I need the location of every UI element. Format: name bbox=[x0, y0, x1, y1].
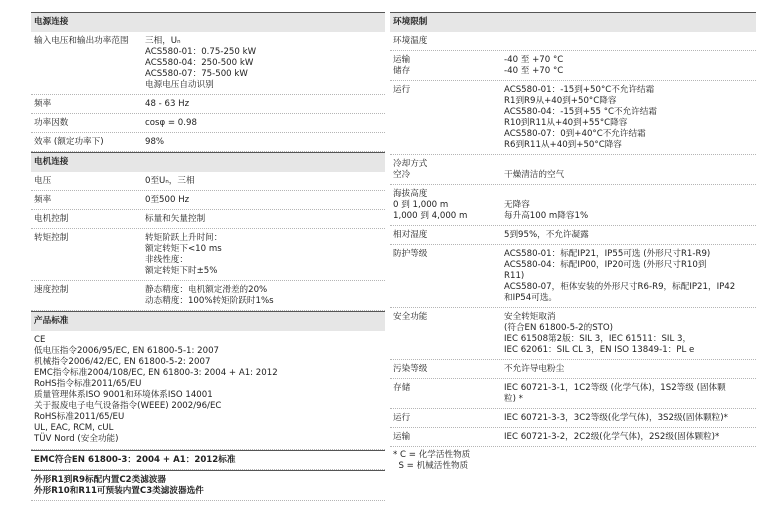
spec-key bbox=[393, 249, 504, 304]
spec-key-text: 存储 bbox=[393, 383, 411, 393]
spec-key bbox=[393, 383, 504, 405]
spec-value-text: -40 至 +70 °C bbox=[504, 55, 564, 65]
spec-value bbox=[145, 285, 382, 307]
spec-value-text: 粒) * bbox=[504, 394, 523, 404]
environment-rows bbox=[390, 51, 756, 447]
spec-key-text: 速度控制 bbox=[34, 285, 69, 295]
spec-value bbox=[504, 432, 753, 443]
spec-value-text: IEC 61508第2版：SIL 3，IEC 61511：SIL 3， bbox=[504, 334, 692, 344]
spec-key bbox=[393, 312, 504, 356]
spec-key-text: 转矩控制 bbox=[34, 233, 69, 243]
filter-line: 外形R1到R9标配内置C2类滤波器 bbox=[34, 475, 167, 485]
power-section-header: 电源连接 bbox=[31, 12, 385, 32]
spec-value-text: ACS580-01：0.75-250 kW bbox=[145, 47, 257, 57]
spec-key bbox=[393, 189, 504, 222]
spec-row bbox=[31, 172, 385, 191]
spec-key-text: 运行 bbox=[393, 413, 411, 423]
spec-key bbox=[34, 214, 145, 225]
spec-value bbox=[504, 85, 753, 151]
spec-key-text: 频率 bbox=[34, 195, 52, 205]
standard-item: UL, EAC, RCM, cUL bbox=[34, 423, 114, 433]
spec-value-text: ACS580-07：75-500 kW bbox=[145, 69, 248, 79]
spec-value-text: 干燥清洁的空气 bbox=[504, 170, 565, 180]
spec-key-text: 电压 bbox=[34, 176, 52, 186]
spec-value-text bbox=[504, 159, 753, 170]
spec-key-text: 冷却方式 bbox=[393, 159, 428, 169]
spec-key-text: 海拔高度 bbox=[393, 189, 428, 199]
spec-row bbox=[390, 428, 756, 447]
footnote-line: S = 机械活性物质 bbox=[393, 461, 469, 471]
spec-value bbox=[504, 159, 753, 181]
spec-value bbox=[504, 55, 753, 77]
filter-statement bbox=[31, 470, 385, 501]
spec-value-text: 额定转矩下<10 ms bbox=[145, 244, 222, 254]
spec-value-text: cosφ = 0.98 bbox=[145, 118, 197, 128]
spec-row bbox=[31, 210, 385, 229]
spec-value bbox=[145, 99, 382, 110]
spec-value bbox=[504, 189, 753, 222]
spec-key bbox=[34, 233, 145, 277]
spec-value-text: IEC 62061：SIL CL 3，EN ISO 13849-1：PL e bbox=[504, 345, 695, 355]
spec-value-text: 不允许导电粉尘 bbox=[504, 364, 565, 374]
spec-value bbox=[145, 118, 382, 129]
spec-key-text: 储存 bbox=[393, 66, 411, 76]
spec-value bbox=[504, 383, 753, 405]
spec-value-text: 每升高100 m降容1% bbox=[504, 211, 589, 221]
standards-section-header: 产品标准 bbox=[31, 311, 385, 331]
environment-section-header: 环境限制 bbox=[390, 12, 756, 32]
spec-row bbox=[31, 229, 385, 281]
spec-value-text: ACS580-04：-15到+55 °C不允许结霜 bbox=[504, 107, 657, 117]
spec-value-text: ACS580-07，柜体安装的外形尺寸R6-R9，标配IP21，IP42 bbox=[504, 282, 736, 292]
footnotes bbox=[390, 447, 756, 475]
spec-value bbox=[504, 413, 753, 424]
spec-value-text bbox=[504, 189, 753, 200]
spec-row bbox=[390, 308, 756, 360]
spec-key-text: 效率 (额定功率下) bbox=[34, 137, 104, 147]
spec-value-text: 98% bbox=[145, 137, 165, 147]
ambient-temperature-label: 环境温度 bbox=[393, 36, 428, 46]
spec-key bbox=[393, 364, 504, 375]
spec-key-text: 空冷 bbox=[393, 170, 411, 180]
spec-value-text: R6到R11从+40到+50°C降容 bbox=[504, 140, 622, 150]
spec-row bbox=[31, 281, 385, 311]
spec-row bbox=[390, 51, 756, 81]
spec-key-text: 输入电压和输出功率范围 bbox=[34, 36, 129, 46]
spec-key-text: 电机控制 bbox=[34, 214, 69, 224]
spec-key-text: 0 到 1,000 m bbox=[393, 200, 449, 210]
spec-value-text: 非线性度： bbox=[145, 255, 188, 265]
spec-key bbox=[393, 230, 504, 241]
spec-row bbox=[31, 95, 385, 114]
spec-row bbox=[390, 409, 756, 428]
spec-key-text: 频率 bbox=[34, 99, 52, 109]
spec-value-text: 0至500 Hz bbox=[145, 195, 190, 205]
spec-value-text: 安全转矩取消 bbox=[504, 312, 556, 322]
spec-value-text: 无降容 bbox=[504, 200, 530, 210]
spec-value bbox=[145, 233, 382, 277]
motor-section-header: 电机连接 bbox=[31, 152, 385, 172]
spec-value-text: 静态精度：电机额定滑差的20% bbox=[145, 285, 268, 295]
spec-row bbox=[390, 360, 756, 379]
spec-row bbox=[390, 245, 756, 308]
spec-value bbox=[145, 137, 382, 148]
standard-item: 质量管理体系ISO 9001和环境体系ISO 14001 bbox=[34, 390, 213, 400]
spec-row bbox=[390, 185, 756, 226]
spec-key bbox=[34, 285, 145, 307]
spec-value-text: 转矩阶跃上升时间： bbox=[145, 233, 223, 243]
spec-key-text: 功率因数 bbox=[34, 118, 69, 128]
standard-item: RoHS指令标准2011/65/EU bbox=[34, 379, 142, 389]
spec-value-text: ACS580-04：标配IP00，IP20可选 (外形尺寸R10到 bbox=[504, 260, 707, 270]
spec-key bbox=[393, 55, 504, 77]
spec-key bbox=[34, 99, 145, 110]
spec-key bbox=[393, 413, 504, 424]
spec-key bbox=[393, 85, 504, 151]
spec-row bbox=[390, 81, 756, 155]
filter-line: 外形R10和R11可预装内置C3类滤波器选件 bbox=[34, 486, 204, 496]
spec-key-text: 运行 bbox=[393, 85, 411, 95]
standard-item: TÜV Nord (安全功能) bbox=[34, 434, 119, 444]
spec-key bbox=[34, 195, 145, 206]
motor-rows bbox=[31, 172, 385, 311]
spec-value bbox=[145, 36, 382, 91]
spec-key-text: 污染等级 bbox=[393, 364, 428, 374]
spec-key-text: 防护等级 bbox=[393, 249, 428, 259]
spec-value bbox=[145, 176, 382, 187]
spec-key-text: 运输 bbox=[393, 432, 411, 442]
spec-value-text: IEC 60721-3-1，1C2等级 (化学气体)，1S2等级 (固体颗 bbox=[504, 383, 726, 393]
spec-value-text: (符合EN 61800-5-2的STO) bbox=[504, 323, 614, 333]
spec-row bbox=[390, 155, 756, 185]
spec-row bbox=[390, 379, 756, 409]
ambient-temperature-label-row bbox=[390, 32, 756, 51]
spec-value-text: 5到95%，不允许凝露 bbox=[504, 230, 589, 240]
emc-statement: EMC符合EN 61800-3：2004 + A1：2012标准 bbox=[31, 450, 385, 470]
spec-value-text: R1到R9从+40到+50°C降容 bbox=[504, 96, 617, 106]
spec-key bbox=[34, 137, 145, 148]
spec-value bbox=[504, 364, 753, 375]
spec-key-text: 运输 bbox=[393, 55, 411, 65]
spec-row bbox=[31, 114, 385, 133]
spec-value-text: IEC 60721-3-2，2C2级(化学气体)，2S2级(固体颗粒)* bbox=[504, 432, 720, 442]
spec-key-text: 1,000 到 4,000 m bbox=[393, 211, 468, 221]
spec-value-text: ACS580-04：250-500 kW bbox=[145, 58, 254, 68]
spec-value-text: 和IP54可选。 bbox=[504, 293, 558, 303]
right-column bbox=[390, 12, 756, 475]
spec-value bbox=[504, 312, 753, 356]
spec-key bbox=[34, 118, 145, 129]
standard-item: CE bbox=[34, 335, 46, 345]
spec-value bbox=[145, 195, 382, 206]
spec-value bbox=[504, 230, 753, 241]
footnote-line: * C = 化学活性物质 bbox=[393, 450, 471, 460]
standard-item: RoHS标准2011/65/EU bbox=[34, 412, 125, 422]
spec-value-text: R10到R11从+40到+55°C降容 bbox=[504, 118, 628, 128]
spec-value-text: R11) bbox=[504, 271, 525, 281]
standards-list bbox=[31, 331, 385, 450]
standard-item: EMC指令标准2004/108/EC, EN 61800-3: 2004 + A1: 2012 bbox=[34, 368, 278, 378]
standard-item: 机械指令2006/42/EC, EN 61800-5-2: 2007 bbox=[34, 357, 211, 367]
spec-value-text: 三相，Uₙ bbox=[145, 36, 181, 46]
spec-value bbox=[504, 249, 753, 304]
spec-row bbox=[31, 191, 385, 210]
standard-item: 关于报废电子电气设备指令(WEEE) 2002/96/EC bbox=[34, 401, 222, 411]
standard-item: 低电压指令2006/95/EC, EN 61800-5-1: 2007 bbox=[34, 346, 220, 356]
spec-key bbox=[393, 432, 504, 443]
spec-key bbox=[34, 176, 145, 187]
power-rows bbox=[31, 32, 385, 152]
spec-value-text: 标量和矢量控制 bbox=[145, 214, 206, 224]
spec-key-text: 相对湿度 bbox=[393, 230, 428, 240]
spec-value-text: IEC 60721-3-3，3C2等级(化学气体)，3S2级(固体颗粒)* bbox=[504, 413, 728, 423]
spec-value-text: 动态精度：100%转矩阶跃时1%s bbox=[145, 296, 274, 306]
spec-value-text: ACS580-01：-15到+50°C不允许结霜 bbox=[504, 85, 655, 95]
left-column bbox=[31, 12, 385, 501]
spec-row bbox=[31, 133, 385, 152]
spec-row bbox=[31, 32, 385, 95]
spec-row bbox=[390, 226, 756, 245]
spec-value bbox=[145, 214, 382, 225]
spec-key bbox=[34, 36, 145, 91]
spec-value-text: 电源电压自动识别 bbox=[145, 80, 214, 90]
spec-key-text: 安全功能 bbox=[393, 312, 428, 322]
spec-value-text: 额定转矩下时±5% bbox=[145, 266, 218, 276]
spec-value-text: 48 - 63 Hz bbox=[145, 99, 190, 109]
spec-key bbox=[393, 159, 504, 181]
spec-value-text: ACS580-07：0到+40°C不允许结霜 bbox=[504, 129, 646, 139]
spec-value-text: ACS580-01：标配IP21，IP55可选 (外形尺寸R1-R9) bbox=[504, 249, 711, 259]
spec-value-text: -40 至 +70 °C bbox=[504, 66, 564, 76]
spec-value-text: 0至Uₙ，三相 bbox=[145, 176, 195, 186]
